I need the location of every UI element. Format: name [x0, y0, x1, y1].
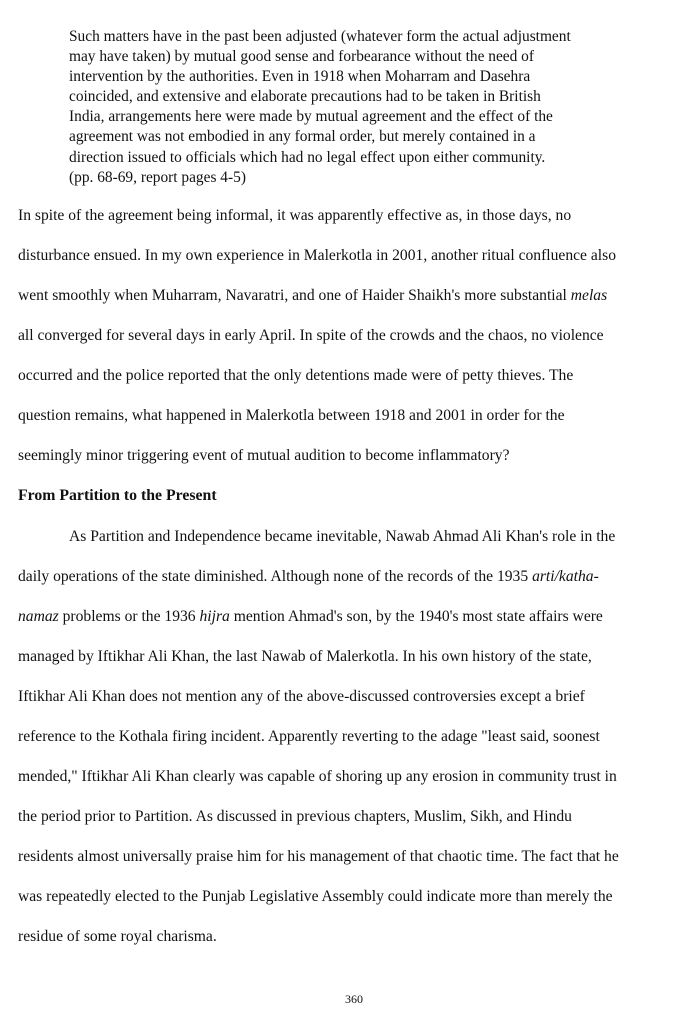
paragraph-line: occurred and the police reported that the only detentions made were of petty thieves. The	[18, 367, 574, 384]
paragraph-line: reference to the Kothala firing incident. Apparently reverting to the adage "least said, soonest	[18, 728, 600, 745]
quote-line: Such matters have in the past been adjusted (whatever form the actual adjustment	[69, 28, 571, 45]
paragraph-line: was repeatedly elected to the Punjab Legislative Assembly could indicate more than merely the	[18, 888, 613, 905]
line-text: went smoothly when Muharram, Navaratri, and one of Haider Shaikh's more substantial	[18, 287, 571, 304]
quote-line: may have taken) by mutual good sense and forbearance without the need of	[69, 48, 534, 66]
line-text: problems or the 1936	[58, 608, 200, 625]
paragraph-line: disturbance ensued. In my own experience in Malerkotla in 2001, another ritual confluence also	[18, 247, 616, 264]
paragraph-line: managed by Iftikhar Ali Khan, the last Nawab of Malerkotla. In his own history of the state,	[18, 648, 592, 665]
quote-line: agreement was not embodied in any formal order, but merely contained in a	[69, 128, 536, 146]
quote-line: direction issued to officials which had no legal effect upon either community.	[69, 148, 546, 166]
paragraph-line: seemingly minor triggering event of mutual audition to become inflammatory?	[18, 447, 510, 464]
italic-term: arti/katha-	[532, 568, 599, 585]
paragraph-line: In spite of the agreement being informal, it was apparently effective as, in those days, no	[18, 207, 572, 224]
paragraph-line: all converged for several days in early April. In spite of the crowds and the chaos, no violence	[18, 327, 604, 344]
page-number: 360	[345, 992, 363, 1006]
quote-line: coincided, and extensive and elaborate precautions had to be taken in British	[69, 88, 541, 106]
quote-citation: (pp. 68-69, report pages 4-5)	[69, 168, 246, 186]
paragraph-line	[18, 287, 607, 305]
paragraph-line: question remains, what happened in Malerkotla between 1918 and 2001 in order for the	[18, 407, 565, 424]
section-heading: From Partition to the Present	[18, 487, 217, 504]
italic-term: hijra	[199, 608, 230, 625]
paragraph-line: mended," Iftikhar Ali Khan clearly was capable of shoring up any erosion in community trust in	[18, 768, 617, 785]
quote-line: India, arrangements here were made by mutual agreement and the effect of the	[69, 108, 553, 126]
paragraph-line: Iftikhar Ali Khan does not mention any of the above-discussed controversies except a brief	[18, 688, 585, 705]
paragraph-line: the period prior to Partition. As discussed in previous chapters, Muslim, Sikh, and Hindu	[18, 808, 572, 825]
paragraph-line: As Partition and Independence became inevitable, Nawab Ahmad Ali Khan's role in the	[69, 528, 616, 545]
paragraph-line: residue of some royal charisma.	[18, 928, 217, 945]
paragraph-line	[18, 568, 599, 586]
block-quote	[69, 27, 669, 188]
paragraph-line: residents almost universally praise him for his management of that chaotic time. The fact that he	[18, 848, 619, 865]
line-text: mention Ahmad's son, by the 1940's most state affairs were	[229, 608, 603, 625]
italic-term: melas	[570, 287, 608, 304]
quote-line: intervention by the authorities. Even in 1918 when Moharram and Dasehra	[69, 68, 531, 86]
paragraph-line	[18, 608, 603, 626]
italic-term: namaz	[18, 608, 59, 625]
line-text: daily operations of the state diminished. Although none of the records of the 1935	[18, 568, 533, 585]
